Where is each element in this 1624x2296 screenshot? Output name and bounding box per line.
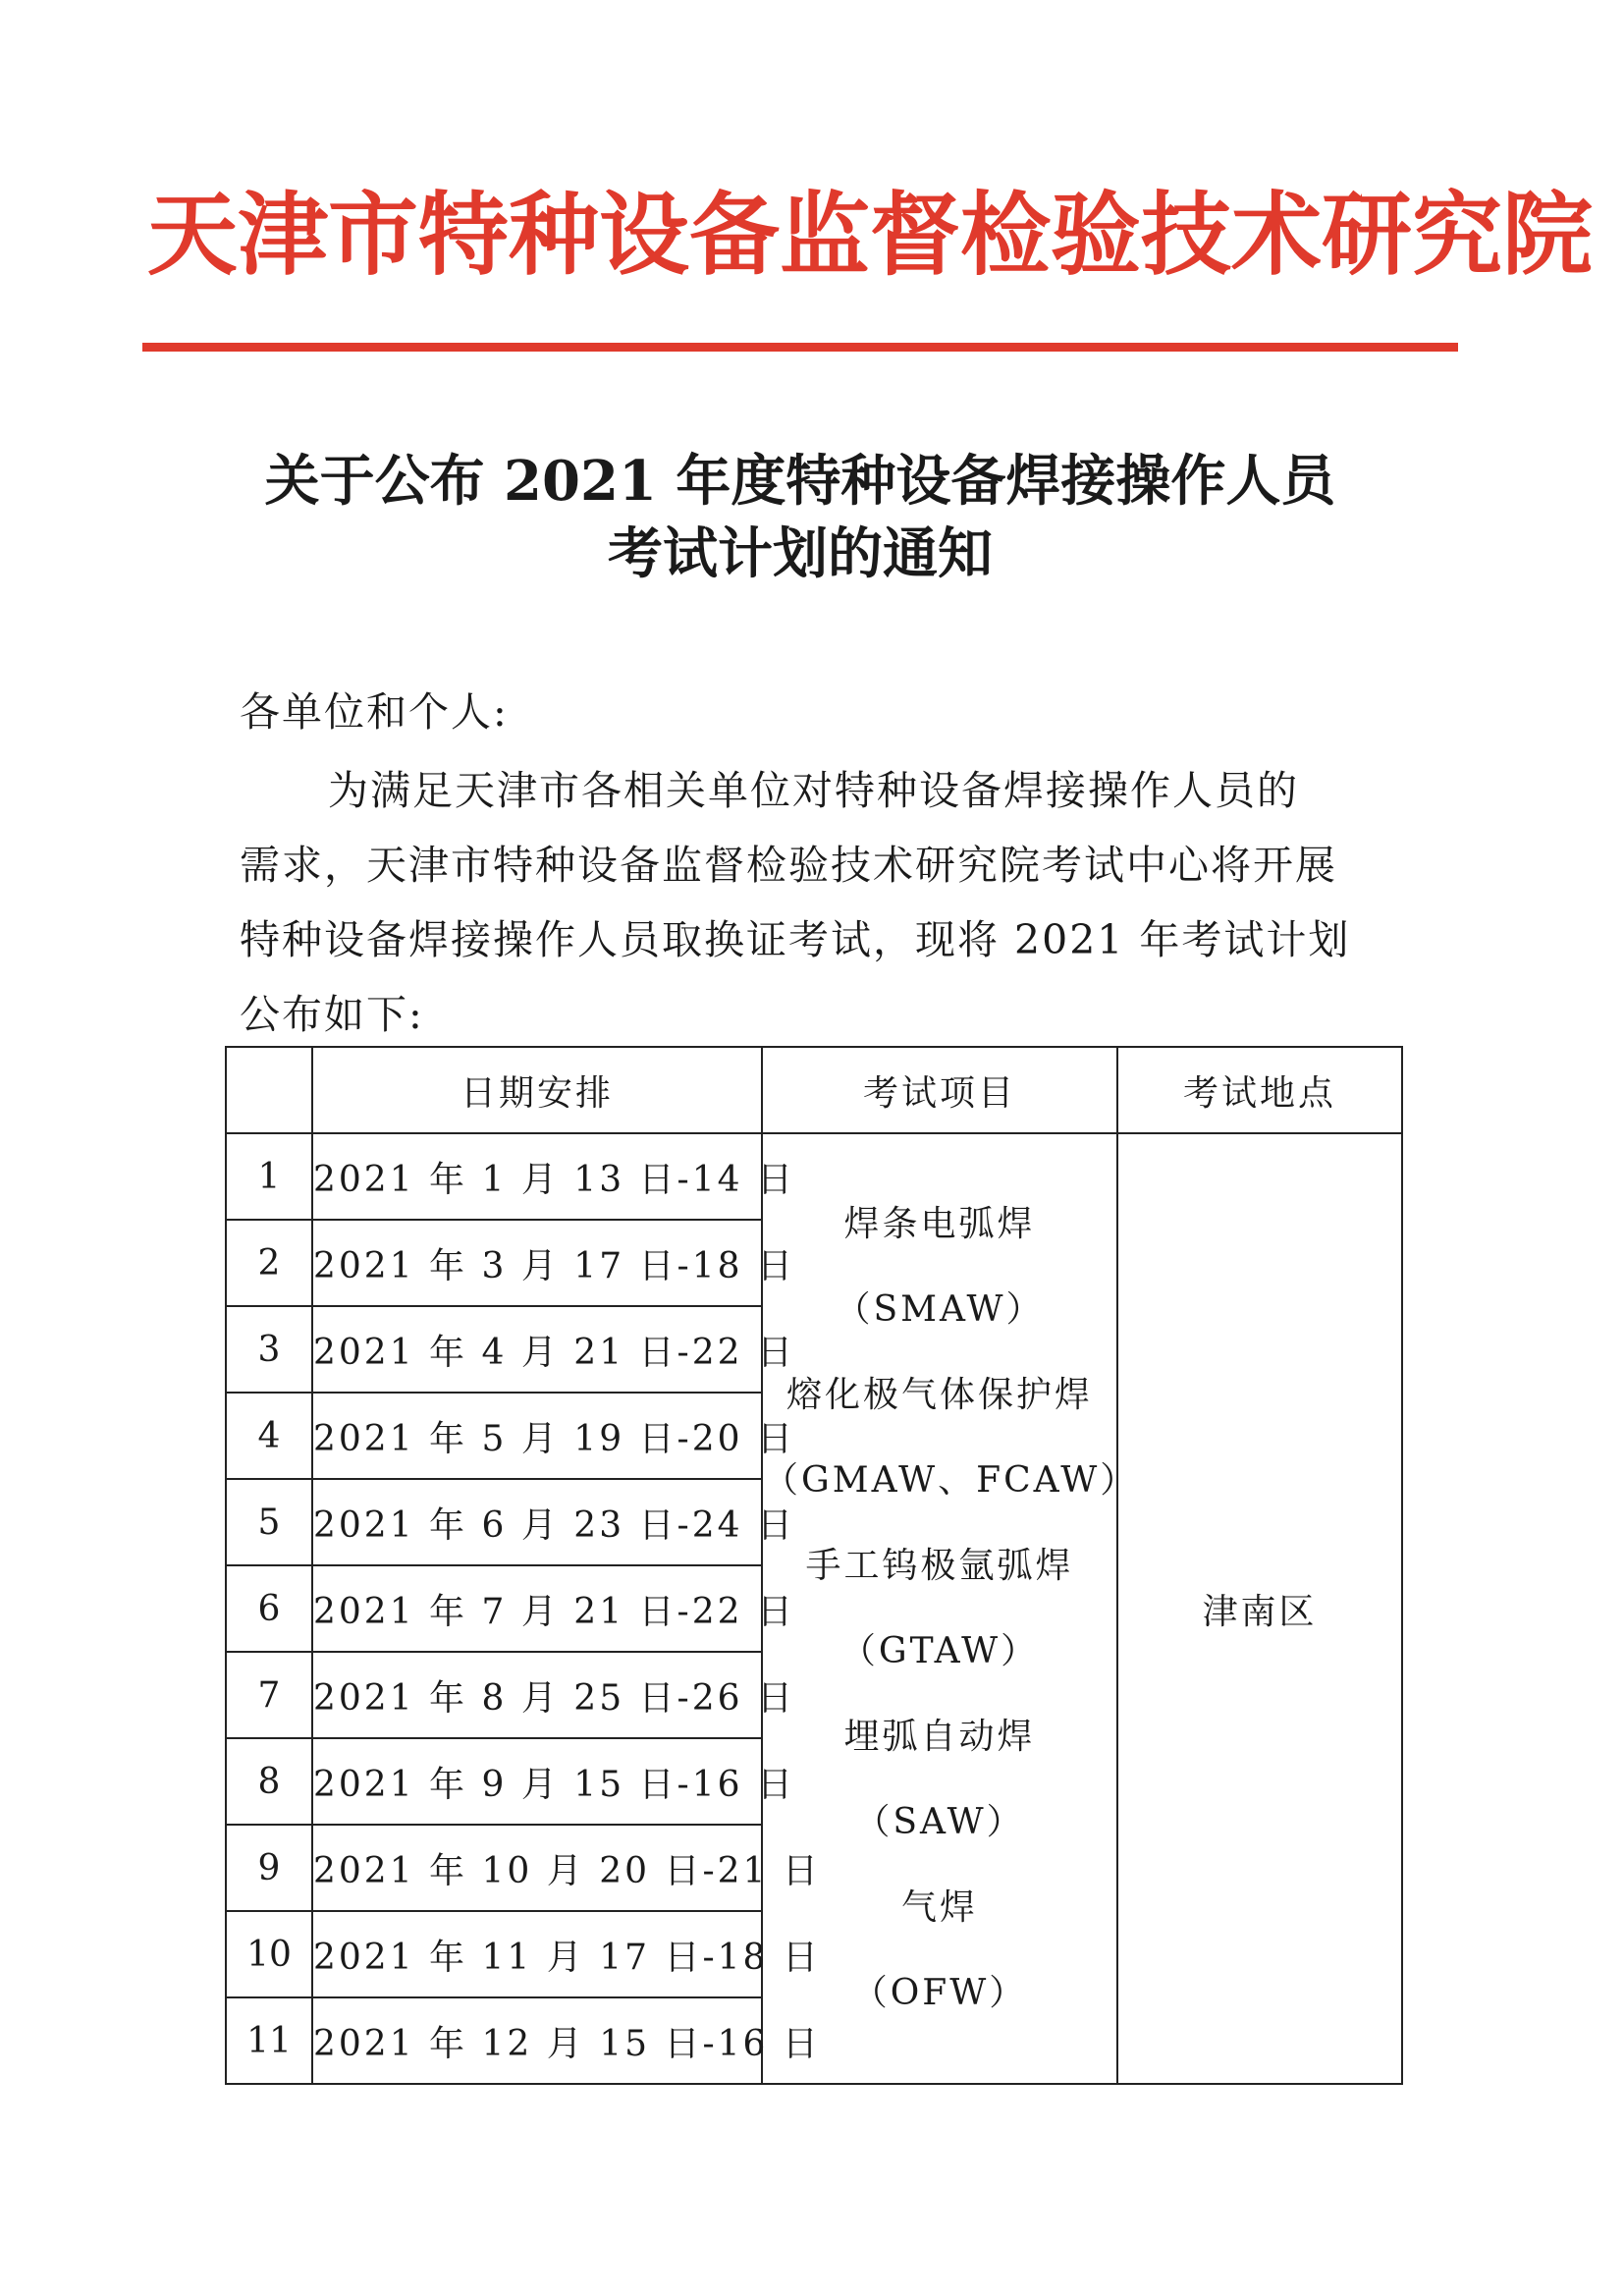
exam-item: 埋弧自动焊	[843, 1717, 1036, 1757]
header-exam-item: 考试项目	[762, 1047, 1117, 1133]
row-date: 2021 年 1 月 13 日-14 日	[312, 1133, 762, 1220]
exam-item-code: （GTAW）	[839, 1631, 1040, 1671]
row-number: 10	[226, 1911, 312, 1997]
table-header-row	[226, 1047, 1402, 1133]
exam-item: 气焊	[900, 1887, 978, 1928]
exam-item: 焊条电弧焊	[843, 1204, 1036, 1244]
exam-item-code: （OFW）	[851, 1973, 1028, 2013]
document-title-line-1: 关于公布 2021 年度特种设备焊接操作人员	[264, 449, 1336, 514]
row-number: 2	[226, 1220, 312, 1306]
exam-item-code: （SMAW）	[835, 1289, 1045, 1330]
row-date: 2021 年 3 月 17 日-18 日	[312, 1220, 762, 1306]
exam-schedule-table	[225, 1046, 1403, 2085]
row-number: 7	[226, 1652, 312, 1738]
row-number: 9	[226, 1825, 312, 1911]
letterhead-organization: 天津市特种设备监督检验技术研究院	[147, 183, 1594, 288]
row-date: 2021 年 4 月 21 日-22 日	[312, 1306, 762, 1393]
row-number: 11	[226, 1997, 312, 2084]
row-number: 8	[226, 1738, 312, 1825]
table-row	[226, 1133, 1402, 1220]
greeting: 各单位和个人:	[240, 688, 509, 736]
letterhead-rule	[142, 343, 1458, 352]
header-location: 考试地点	[1117, 1047, 1402, 1133]
exam-item: 手工钨极氩弧焊	[805, 1546, 1074, 1586]
row-number: 3	[226, 1306, 312, 1393]
row-date: 2021 年 11 月 17 日-18 日	[312, 1911, 762, 1997]
row-number: 4	[226, 1393, 312, 1479]
exam-location: 津南区	[1117, 1133, 1402, 2084]
row-date: 2021 年 9 月 15 日-16 日	[312, 1738, 762, 1825]
row-number: 5	[226, 1479, 312, 1565]
exam-item-code: （SAW）	[854, 1802, 1025, 1842]
row-date: 2021 年 6 月 23 日-24 日	[312, 1479, 762, 1565]
row-date: 2021 年 5 月 19 日-20 日	[312, 1393, 762, 1479]
document-title-line-2: 考试计划的通知	[608, 521, 993, 586]
paragraph-line-4: 公布如下:	[240, 991, 424, 1038]
paragraph-line-1: 为满足天津市各相关单位对特种设备焊接操作人员的	[328, 767, 1299, 814]
paragraph-line-2: 需求，天津市特种设备监督检验技术研究院考试中心将开展	[240, 842, 1337, 889]
row-date: 2021 年 12 月 15 日-16 日	[312, 1997, 762, 2084]
row-date: 2021 年 8 月 25 日-26 日	[312, 1652, 762, 1738]
header-index	[226, 1047, 312, 1133]
row-date: 2021 年 10 月 20 日-21 日	[312, 1825, 762, 1911]
paragraph-line-3: 特种设备焊接操作人员取换证考试，现将 2021 年考试计划	[240, 916, 1351, 963]
row-date: 2021 年 7 月 21 日-22 日	[312, 1565, 762, 1652]
exam-item: 熔化极气体保护焊	[785, 1375, 1093, 1415]
row-number: 1	[226, 1133, 312, 1220]
header-date: 日期安排	[312, 1047, 762, 1133]
row-number: 6	[226, 1565, 312, 1652]
exam-item-code: （GMAW、FCAW）	[763, 1460, 1139, 1501]
